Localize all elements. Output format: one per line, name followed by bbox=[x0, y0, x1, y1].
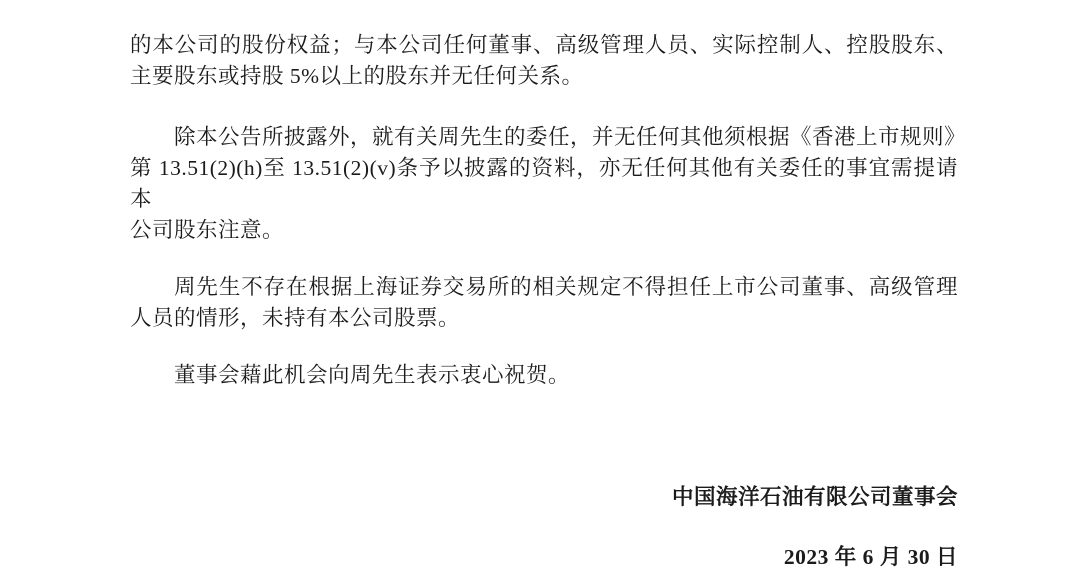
signature-board-of-directors: 中国海洋石油有限公司董事会 bbox=[671, 485, 958, 509]
body-line: 除本公告所披露外，就有关周先生的委任，并无任何其他须根据《香港上市规则》 bbox=[174, 125, 967, 149]
paragraph-sse-qualification bbox=[130, 272, 958, 334]
paragraph-disclosure-listing-rules bbox=[130, 122, 967, 246]
body-line: 主要股东或持股 5%以上的股东并无任何关系。 bbox=[130, 64, 584, 88]
document-date: 2023 年 6 月 30 日 bbox=[783, 545, 958, 569]
paragraph-congratulations bbox=[130, 360, 958, 391]
body-line: 第 13.51(2)(h)至 13.51(2)(v)条予以披露的资料，亦无任何其他有关委任的事宜需提请本 bbox=[130, 156, 958, 211]
body-line: 周先生不存在根据上海证券交易所的相关规定不得担任上市公司董事、高级管理 bbox=[174, 275, 958, 299]
paragraph-shareholding-relationship bbox=[130, 30, 958, 92]
body-line: 人员的情形，未持有本公司股票。 bbox=[130, 306, 461, 330]
body-line: 董事会藉此机会向周先生表示衷心祝贺。 bbox=[174, 363, 571, 387]
body-line: 的本公司的股份权益；与本公司任何董事、高级管理人员、实际控制人、控股股东、 bbox=[130, 33, 958, 57]
body-line: 公司股东注意。 bbox=[130, 218, 285, 242]
